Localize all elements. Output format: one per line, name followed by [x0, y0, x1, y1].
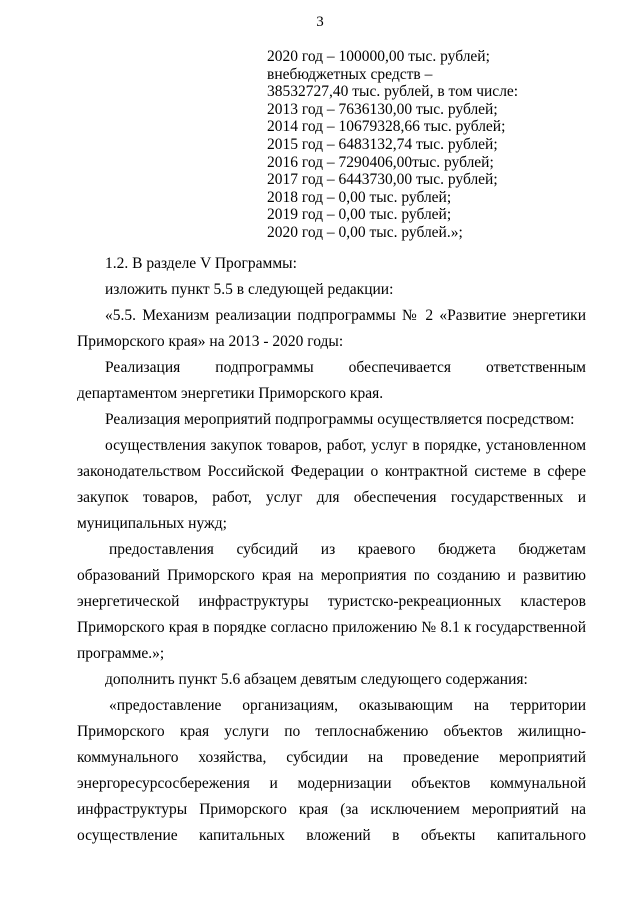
text-line: Приморского края» на 2013 - 2020 годы:	[77, 333, 344, 350]
paragraph-subsidies	[77, 537, 586, 667]
budget-line: 2018 год – 0,00 тыс. рублей;	[267, 188, 452, 206]
text-line: осуществление капитальных вложений в объекты капитального	[77, 827, 586, 844]
budget-line: 2013 год – 7636130,00 тыс. рублей;	[267, 100, 498, 118]
page-number: 3	[316, 14, 324, 30]
text-line: Реализация подпрограммы обеспечивается ответственным	[105, 359, 586, 376]
budget-line: 2020 год – 100000,00 тыс. рублей;	[267, 48, 490, 65]
text-line: Приморского края услуги по теплоснабжению объектов жилищно-	[77, 723, 586, 740]
text-line: законодательством Российской Федерации о контрактной системе в сфере	[77, 463, 586, 480]
budget-line: 2019 год – 0,00 тыс. рублей;	[267, 206, 452, 224]
budget-line: 2020 год – 0,00 тыс. рублей.»;	[267, 223, 463, 241]
budget-line: 2015 год – 6483132,74 тыс. рублей;	[267, 135, 498, 153]
text-line: дополнить пункт 5.6 абзацем девятым следующего содержания:	[105, 671, 528, 688]
text-line: предоставления субсидий из краевого бюджета бюджетам	[109, 541, 586, 558]
text-line: муниципальных нужд;	[77, 515, 227, 532]
text-line: департаментом энергетики Приморского края.	[77, 385, 384, 402]
text-line: энергоресурсосбережения и модернизации объектов коммунальной	[77, 775, 586, 792]
text-line: «предоставление организациям, оказывающим на территории	[109, 697, 586, 714]
text-line: закупок товаров, работ, услуг для обеспечения государственных и	[77, 489, 586, 506]
budget-line: 2016 год – 7290406,00тыс. рублей;	[267, 153, 494, 171]
budget-list	[267, 48, 597, 242]
text-line: программе.»;	[77, 645, 165, 662]
text-line: Приморского края в порядке согласно приложению № 8.1 к государственной	[77, 619, 586, 636]
text-line: инфраструктуры Приморского края (за исключением мероприятий на	[77, 801, 586, 818]
budget-line: 2014 год – 10679328,66 тыс. рублей;	[267, 118, 506, 136]
budget-line: 2017 год – 6443730,00 тыс. рублей;	[267, 171, 498, 189]
budget-line: внебюджетных средств –	[267, 65, 433, 83]
text-line: 1.2. В разделе V Программы:	[105, 255, 297, 272]
text-line: осуществления закупок товаров, работ, услуг в порядке, установленном	[105, 437, 586, 454]
paragraph-responsible	[77, 355, 586, 433]
section-heading	[77, 251, 586, 303]
paragraph-heat-supply	[77, 693, 586, 849]
text-line: образований Приморского края на мероприятия по созданию и развитию	[77, 567, 586, 584]
paragraph-procurement	[77, 433, 586, 537]
text-line: Реализация мероприятий подпрограммы осуществляется посредством:	[105, 411, 575, 428]
paragraph-5-5-title	[77, 303, 586, 355]
text-line: изложить пункт 5.5 в следующей редакции:	[105, 281, 394, 298]
text-line: энергетической инфраструктуры туристско-рекреационных кластеров	[77, 593, 586, 610]
text-line: «5.5. Механизм реализации подпрограммы № 2 «Развитие энергетики	[105, 307, 586, 324]
paragraph-5-6	[77, 667, 586, 693]
text-line: коммунального хозяйства, субсидии на проведение мероприятий	[77, 749, 586, 766]
budget-line: 38532727,40 тыс. рублей, в том числе:	[267, 83, 519, 101]
